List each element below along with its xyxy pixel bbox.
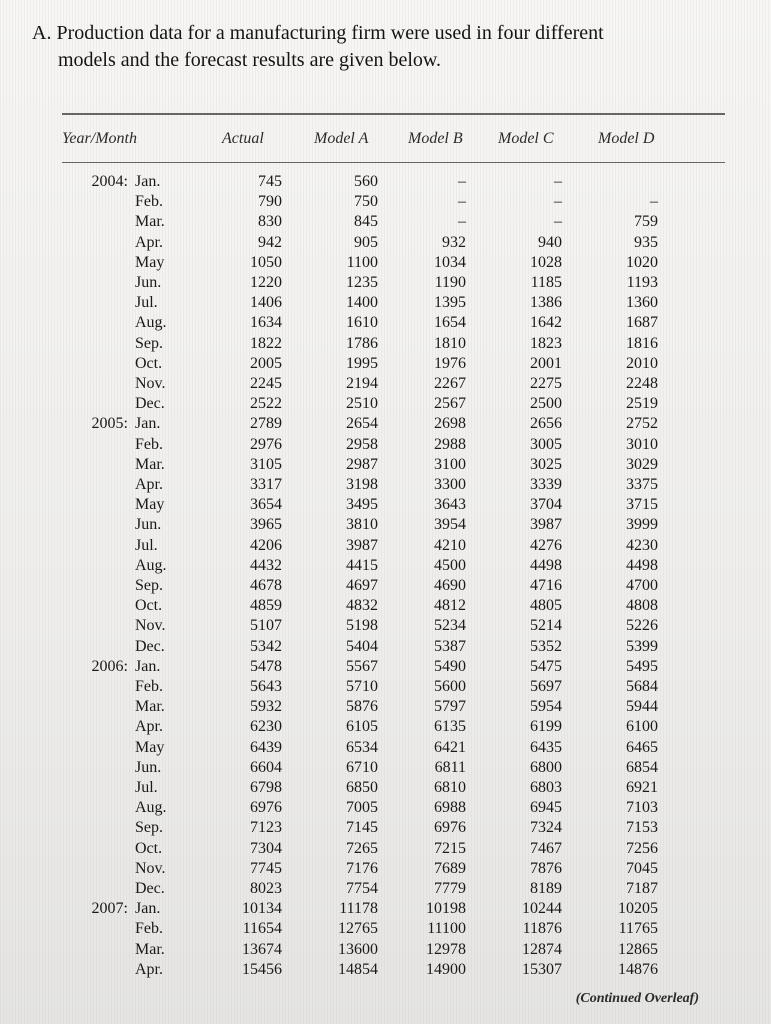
cell-actual: 6230 [250, 718, 282, 736]
cell-actual: 745 [258, 173, 282, 190]
cell-model-d: 1020 [626, 253, 658, 271]
cell-model-b: 5600 [434, 678, 466, 695]
cell-model-c: 6945 [530, 799, 562, 817]
cell-model-c: 6199 [530, 718, 562, 736]
cell-month: Sep. [135, 577, 163, 594]
cell-model-d: 12865 [618, 940, 658, 958]
cell-actual: 3965 [250, 516, 282, 534]
cell-actual: 1822 [250, 334, 282, 352]
cell-model-b: 4210 [434, 536, 466, 554]
cell-actual: 5643 [250, 678, 282, 695]
cell-model-b: 3100 [434, 455, 466, 473]
cell-model-c: 15307 [522, 960, 562, 978]
cell-model-a: 4415 [346, 556, 378, 574]
cell-model-b: 7689 [434, 859, 466, 877]
cell-model-b: 7779 [434, 880, 466, 897]
cell-model-c: 4498 [530, 556, 562, 574]
cell-model-a: 1786 [346, 334, 378, 352]
cell-model-b: 5490 [434, 657, 466, 675]
cell-month: Oct. [135, 354, 163, 372]
cell-model-a: 845 [354, 213, 378, 231]
cell-model-c: 3987 [530, 516, 562, 534]
cell-month: Nov. [135, 375, 166, 392]
cell-actual: 15456 [242, 960, 282, 978]
cell-model-c: 3025 [530, 455, 562, 473]
cell-model-b: 6421 [434, 738, 466, 756]
cell-model-d: 3029 [626, 455, 658, 473]
cell-model-a: 7005 [346, 799, 378, 817]
cell-model-c: 11876 [522, 920, 562, 938]
cell-actual: 5107 [250, 617, 282, 635]
cell-month: Sep. [135, 819, 163, 837]
cell-model-a: 5876 [346, 698, 378, 716]
cell-actual: 3317 [250, 476, 282, 493]
problem-line-1: A. Production data for a manufacturing firm were used in four different [32, 22, 604, 44]
cell-month: Apr. [135, 233, 163, 251]
cell-model-c: 3339 [530, 476, 562, 493]
cell-model-a: 750 [354, 193, 378, 211]
cell-actual: 1634 [250, 314, 282, 332]
cell-actual: 790 [258, 193, 282, 211]
problem-line-2: models and the forecast results are given below. [58, 49, 442, 71]
cell-model-b: 4500 [434, 556, 466, 574]
cell-actual: 6439 [250, 738, 282, 756]
cell-model-c: 5475 [530, 657, 562, 675]
cell-model-b: 6976 [434, 819, 466, 837]
cell-model-b: 11100 [427, 920, 466, 938]
cell-actual: 6798 [250, 779, 282, 796]
cell-model-b: 12978 [426, 940, 466, 958]
cell-month: Oct. [135, 597, 163, 615]
cell-model-c: – [554, 173, 562, 190]
cell-model-d: 3999 [626, 516, 658, 534]
header-model-d: Model D [598, 130, 655, 147]
cell-model-d: 935 [634, 233, 658, 251]
cell-model-c: 6803 [530, 779, 562, 796]
cell-month: Feb. [135, 678, 163, 695]
cell-month: Nov. [135, 617, 166, 635]
cell-model-a: 1235 [346, 274, 378, 291]
cell-model-a: 14854 [338, 960, 378, 978]
cell-model-c: 4276 [530, 536, 562, 554]
cell-month: Dec. [135, 395, 165, 413]
cell-model-b: 2698 [434, 415, 466, 433]
cell-model-b: 932 [442, 233, 466, 251]
header-model-c: Model C [498, 130, 554, 147]
cell-month: Mar. [135, 940, 165, 958]
cell-model-d: 5495 [626, 657, 658, 675]
cell-model-d: 759 [634, 213, 658, 231]
cell-month: Jan. [135, 415, 161, 433]
cell-model-d: – [650, 193, 658, 211]
cell-actual: 6976 [250, 799, 282, 817]
cell-model-b: 4690 [434, 577, 466, 594]
cell-model-d: 3715 [626, 496, 658, 514]
cell-model-c: 5352 [530, 637, 562, 655]
cell-month: Jan. [135, 900, 161, 918]
cell-model-d: 2519 [626, 395, 658, 413]
cell-model-a: 7145 [346, 819, 378, 837]
cell-actual: 4678 [250, 577, 282, 594]
cell-actual: 7123 [250, 819, 282, 837]
cell-month: Jun. [135, 758, 162, 776]
cell-model-c: 3005 [530, 435, 562, 453]
cell-model-b: 5797 [434, 698, 466, 716]
cell-model-a: 2958 [346, 435, 378, 453]
cell-model-c: 7467 [530, 839, 562, 857]
cell-model-a: 2194 [346, 375, 378, 392]
cell-month: Sep. [135, 334, 163, 352]
cell-model-d: 14876 [618, 960, 658, 978]
cell-actual: 11654 [242, 920, 282, 938]
cell-model-a: 2510 [346, 395, 378, 413]
cell-month: Dec. [135, 637, 165, 655]
cell-model-a: 3495 [346, 496, 378, 514]
cell-actual: 2976 [250, 435, 282, 453]
cell-model-c: 3704 [530, 496, 562, 514]
cell-model-c: 2275 [530, 375, 562, 392]
cell-model-b: 4812 [434, 597, 466, 615]
cell-model-d: 5684 [626, 678, 658, 695]
cell-actual: 5932 [250, 698, 282, 716]
cell-model-b: 5234 [434, 617, 466, 635]
cell-model-b: 3954 [434, 516, 466, 534]
cell-model-b: 10198 [426, 900, 466, 918]
header-rule [62, 162, 725, 163]
cell-model-d: 3375 [626, 476, 658, 493]
cell-model-d: 4230 [626, 536, 658, 554]
cell-year: 2005: [91, 415, 128, 433]
cell-actual: 2245 [250, 375, 282, 392]
cell-model-d: 2010 [626, 354, 658, 372]
cell-month: Apr. [135, 476, 163, 493]
cell-model-c: 6435 [530, 738, 562, 756]
cell-month: Feb. [135, 435, 163, 453]
cell-model-b: 1654 [434, 314, 466, 332]
cell-model-c: 2500 [530, 395, 562, 413]
cell-model-a: 5567 [346, 657, 378, 675]
cell-actual: 1406 [250, 294, 282, 312]
cell-model-c: 1386 [530, 294, 562, 312]
cell-actual: 5478 [250, 657, 282, 675]
cell-model-c: 1823 [530, 334, 562, 352]
cell-model-d: 5399 [626, 637, 658, 655]
cell-model-c: 1028 [530, 253, 562, 271]
header-model-b: Model B [408, 130, 463, 147]
cell-model-c: 1185 [530, 274, 562, 291]
cell-model-c: 2656 [530, 415, 562, 433]
cell-model-c: 10244 [522, 900, 562, 918]
cell-model-b: 14900 [426, 960, 466, 978]
cell-month: Apr. [135, 960, 163, 978]
cell-model-c: 8189 [530, 880, 562, 897]
cell-actual: 3654 [250, 496, 282, 514]
table-top-rule [62, 113, 725, 115]
header-model-a: Model A [314, 130, 369, 147]
cell-model-a: 3198 [346, 476, 378, 493]
cell-model-d: 6921 [626, 779, 658, 796]
cell-actual: 4432 [250, 556, 282, 574]
cell-model-a: 6710 [346, 758, 378, 776]
cell-year: 2004: [91, 173, 128, 190]
cell-model-c: 6800 [530, 758, 562, 776]
cell-month: Jun. [135, 516, 162, 534]
cell-model-d: 6465 [626, 738, 658, 756]
cell-model-d: 6854 [626, 758, 658, 776]
header-actual: Actual [222, 130, 264, 147]
cell-model-b: 3300 [434, 476, 466, 493]
cell-model-b: 1190 [434, 274, 466, 291]
cell-model-c: 12874 [522, 940, 562, 958]
cell-actual: 7304 [250, 839, 282, 857]
cell-month: Jan. [135, 173, 161, 190]
cell-model-d: 3010 [626, 435, 658, 453]
cell-model-b: 7215 [434, 839, 466, 857]
cell-model-c: 5214 [530, 617, 562, 635]
cell-model-a: 7754 [346, 880, 378, 897]
cell-actual: 7745 [250, 859, 282, 877]
cell-model-d: 6100 [626, 718, 658, 736]
cell-month: Jul. [135, 294, 158, 312]
cell-model-b: 1395 [434, 294, 466, 312]
cell-model-a: 7265 [346, 839, 378, 857]
cell-actual: 10134 [242, 900, 282, 918]
cell-model-c: 1642 [530, 314, 562, 332]
cell-model-a: 905 [354, 233, 378, 251]
cell-actual: 2005 [250, 354, 282, 372]
cell-month: Apr. [135, 718, 163, 736]
cell-year: 2007: [91, 900, 128, 918]
cell-model-a: 1400 [346, 294, 378, 312]
cell-month: May [135, 253, 165, 271]
problem-statement [32, 20, 732, 74]
cell-model-d: 4498 [626, 556, 658, 574]
cell-actual: 4859 [250, 597, 282, 615]
cell-month: Feb. [135, 193, 163, 211]
cell-month: Aug. [135, 556, 167, 574]
cell-model-b: 5387 [434, 637, 466, 655]
cell-month: Nov. [135, 859, 166, 877]
cell-month: Oct. [135, 839, 163, 857]
cell-model-d: 2752 [626, 415, 658, 433]
cell-model-c: 7324 [530, 819, 562, 837]
cell-model-b: 2567 [434, 395, 466, 413]
cell-model-d: 7187 [626, 880, 658, 897]
cell-model-b: 6988 [434, 799, 466, 817]
cell-model-b: 6135 [434, 718, 466, 736]
cell-month: May [135, 496, 165, 514]
cell-model-c: 2001 [530, 354, 562, 372]
cell-model-a: 2654 [346, 415, 378, 433]
cell-month: Aug. [135, 799, 167, 817]
cell-model-d: 1360 [626, 294, 658, 312]
cell-model-c: 7876 [530, 859, 562, 877]
cell-model-b: 6810 [434, 779, 466, 796]
cell-model-a: 5404 [346, 637, 378, 655]
cell-model-a: 3810 [346, 516, 378, 534]
cell-model-d: 4808 [626, 597, 658, 615]
cell-model-d: 1193 [626, 274, 658, 291]
cell-model-a: 13600 [338, 940, 378, 958]
cell-model-b: 2988 [434, 435, 466, 453]
cell-model-c: 5954 [530, 698, 562, 716]
cell-model-a: 12765 [338, 920, 378, 938]
cell-month: Feb. [135, 920, 163, 938]
cell-model-b: – [458, 173, 466, 190]
cell-model-a: 6850 [346, 779, 378, 796]
cell-month: May [135, 738, 165, 756]
cell-model-a: 6105 [346, 718, 378, 736]
cell-month: Jan. [135, 657, 161, 675]
cell-actual: 1050 [250, 253, 282, 271]
cell-actual: 2789 [250, 415, 282, 433]
cell-model-b: – [458, 193, 466, 211]
cell-actual: 6604 [250, 758, 282, 776]
cell-model-c: 940 [538, 233, 562, 251]
cell-model-a: 6534 [346, 738, 378, 756]
cell-actual: 942 [258, 233, 282, 251]
cell-actual: 13674 [242, 940, 282, 958]
cell-model-c: 5697 [530, 678, 562, 695]
cell-model-c: 4805 [530, 597, 562, 615]
cell-month: Mar. [135, 698, 165, 716]
cell-model-d: 1687 [626, 314, 658, 332]
cell-model-a: 1995 [346, 354, 378, 372]
cell-model-d: 7153 [626, 819, 658, 837]
cell-actual: 830 [258, 213, 282, 231]
cell-model-d: 7045 [626, 859, 658, 877]
cell-actual: 5342 [250, 637, 282, 655]
cell-model-b: – [458, 213, 466, 231]
cell-model-b: 2267 [434, 375, 466, 392]
cell-year: 2006: [91, 657, 128, 675]
cell-model-b: 1976 [434, 354, 466, 372]
cell-actual: 2522 [250, 395, 282, 413]
cell-model-d: 1816 [626, 334, 658, 352]
cell-model-a: 1100 [346, 253, 378, 271]
continued-note: (Continued Overleaf) [575, 991, 699, 1006]
cell-model-d: 11765 [618, 920, 658, 938]
header-year-month: Year/Month [62, 130, 137, 147]
cell-model-c: – [554, 213, 562, 231]
cell-model-a: 11178 [339, 900, 378, 918]
cell-month: Jun. [135, 274, 162, 291]
cell-model-d: 2248 [626, 375, 658, 392]
cell-actual: 3105 [250, 455, 282, 473]
cell-model-c: 4716 [530, 577, 562, 594]
cell-month: Dec. [135, 880, 165, 897]
cell-model-a: 4832 [346, 597, 378, 615]
cell-month: Mar. [135, 213, 165, 231]
cell-model-b: 3643 [434, 496, 466, 514]
cell-model-d: 10205 [618, 900, 658, 918]
cell-model-c: – [554, 193, 562, 211]
cell-model-a: 7176 [346, 859, 378, 877]
cell-actual: 1220 [250, 274, 282, 291]
cell-model-a: 2987 [346, 455, 378, 473]
cell-month: Jul. [135, 779, 158, 796]
cell-month: Mar. [135, 455, 165, 473]
cell-model-b: 1034 [434, 253, 466, 271]
cell-actual: 8023 [250, 880, 282, 897]
cell-model-a: 1610 [346, 314, 378, 332]
cell-model-a: 5198 [346, 617, 378, 635]
cell-model-a: 4697 [346, 577, 378, 594]
cell-actual: 4206 [250, 536, 282, 554]
cell-model-d: 7256 [626, 839, 658, 857]
cell-model-d: 7103 [626, 799, 658, 817]
cell-model-a: 3987 [346, 536, 378, 554]
cell-model-a: 5710 [346, 678, 378, 695]
cell-model-b: 6811 [434, 758, 466, 776]
cell-model-d: 5226 [626, 617, 658, 635]
cell-model-b: 1810 [434, 334, 466, 352]
cell-month: Aug. [135, 314, 167, 332]
cell-month: Jul. [135, 536, 158, 554]
cell-model-a: 560 [354, 173, 378, 190]
cell-model-d: 5944 [626, 698, 658, 716]
cell-model-d: 4700 [626, 577, 658, 594]
